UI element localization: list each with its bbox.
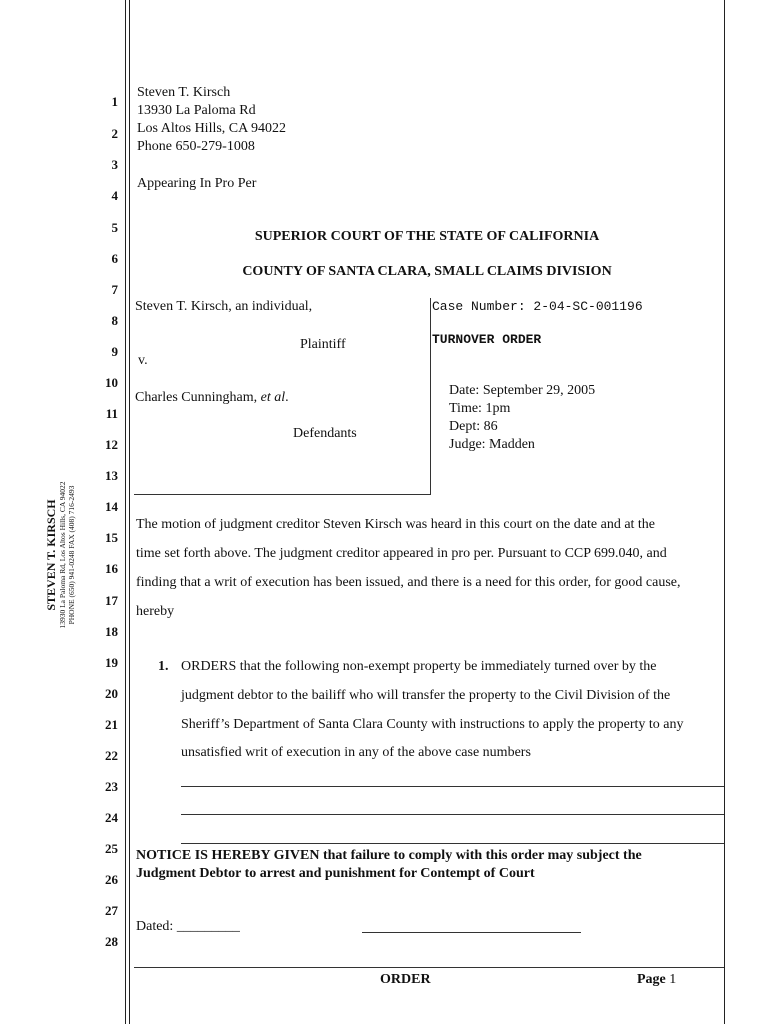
order-item-line: judgment debtor to the bailiff who will transfer the property to the Civil Division of the [181,688,671,703]
dated-label: Dated: _________ [136,919,240,934]
order-item-line: unsatisfied writ of execution in any of the above case numbers [181,745,531,760]
line-number: 25 [105,841,118,856]
line-number: 28 [105,934,118,949]
left-margin-rule-inner [129,0,130,1024]
line-number: 11 [105,406,118,421]
line-number: 20 [105,686,118,701]
court-title: SUPERIOR COURT OF THE STATE OF CALIFORNIA [254,229,600,244]
hearing-date: Date: September 29, 2005 [449,383,596,398]
hearing-time: Time: 1pm [449,401,511,416]
sidebar-firm-name: STEVEN T. KIRSCH [44,499,58,611]
plaintiff-label: Plaintiff [300,337,346,352]
line-number: 2 [111,126,118,141]
line-number: 22 [105,748,118,763]
property-blank-line [181,814,724,815]
line-number: 10 [105,375,118,390]
line-number: 6 [111,251,118,266]
body-line: finding that a writ of execution has been issued, and there is a need for this order, for good cause, [136,575,681,590]
line-number: 7 [111,282,118,297]
footer-title: ORDER [380,972,431,987]
page-number: 1 [669,972,677,987]
line-number: 17 [105,593,118,608]
body-line: time set forth above. The judgment creditor appeared in pro per. Pursuant to CCP 699.040, and [136,546,667,561]
line-number: 23 [105,779,118,794]
property-blank-line [181,843,724,844]
page-indicator: Page 1 [637,972,677,987]
line-number: 1 [111,94,118,109]
line-number: 4 [111,188,118,203]
line-number: 21 [105,717,118,732]
footer-rule [134,967,724,968]
line-number: 8 [111,313,118,328]
right-margin-rule [724,0,725,1024]
line-number: 3 [111,157,118,172]
line-number: 12 [105,437,118,452]
line-number: 27 [105,903,118,918]
case-number: Case Number: 2-04-SC-001196 [432,299,643,314]
line-number: 14 [105,499,118,514]
line-number: 9 [111,344,118,359]
left-margin-rule [125,0,126,1024]
notice-line: NOTICE IS HEREBY GIVEN that failure to comply with this order may subject the [136,848,642,863]
hearing-dept: Dept: 86 [449,419,498,434]
sidebar-address: 13930 La Paloma Rd, Los Altos Hills, CA 94022 [58,481,67,629]
plaintiff-name: Steven T. Kirsch, an individual, [135,299,313,314]
defendant-name: Charles Cunningham, et al. [135,390,289,405]
line-number: 16 [105,561,118,576]
attorney-street: 13930 La Paloma Rd [137,103,256,118]
line-number: 15 [105,530,118,545]
attorney-name: Steven T. Kirsch [137,85,231,100]
line-number: 24 [105,810,118,825]
hearing-info [449,382,595,454]
attorney-header [137,84,437,156]
body-line: The motion of judgment creditor Steven Kirsch was heard in this court on the date and at the [136,517,656,532]
notice-line: Judgment Debtor to arrest and punishment for Contempt of Court [136,866,535,881]
caption-divider [430,298,431,495]
sidebar-letterhead [44,405,76,705]
line-number: 18 [105,624,118,639]
attorney-city: Los Altos Hills, CA 94022 [137,121,286,136]
appearing-pro-per: Appearing In Pro Per [137,176,257,191]
property-blank-line [181,786,724,787]
attorney-phone: Phone 650-279-1008 [137,139,255,154]
caption-bottom-rule [134,494,431,495]
signature-line [362,932,581,933]
line-number: 19 [105,655,118,670]
hearing-judge: Judge: Madden [449,437,535,452]
line-number: 5 [111,220,118,235]
order-item-line: ORDERS that the following non-exempt property be immediately turned over by the [181,659,657,674]
versus: v. [138,353,148,368]
order-item-line: Sheriff’s Department of Santa Clara County with instructions to apply the property to any [181,717,684,732]
court-division: COUNTY OF SANTA CLARA, SMALL CLAIMS DIVISION [242,264,612,279]
line-number: 26 [105,872,118,887]
sidebar-phone-fax: PHONE (650) 941-0248 FAX (408) 716-2493 [67,485,76,625]
defendants-label: Defendants [293,426,357,441]
body-line: hereby [136,604,175,619]
line-number: 13 [105,468,118,483]
document-title: TURNOVER ORDER [432,332,542,347]
order-item-number: 1. [158,659,169,674]
